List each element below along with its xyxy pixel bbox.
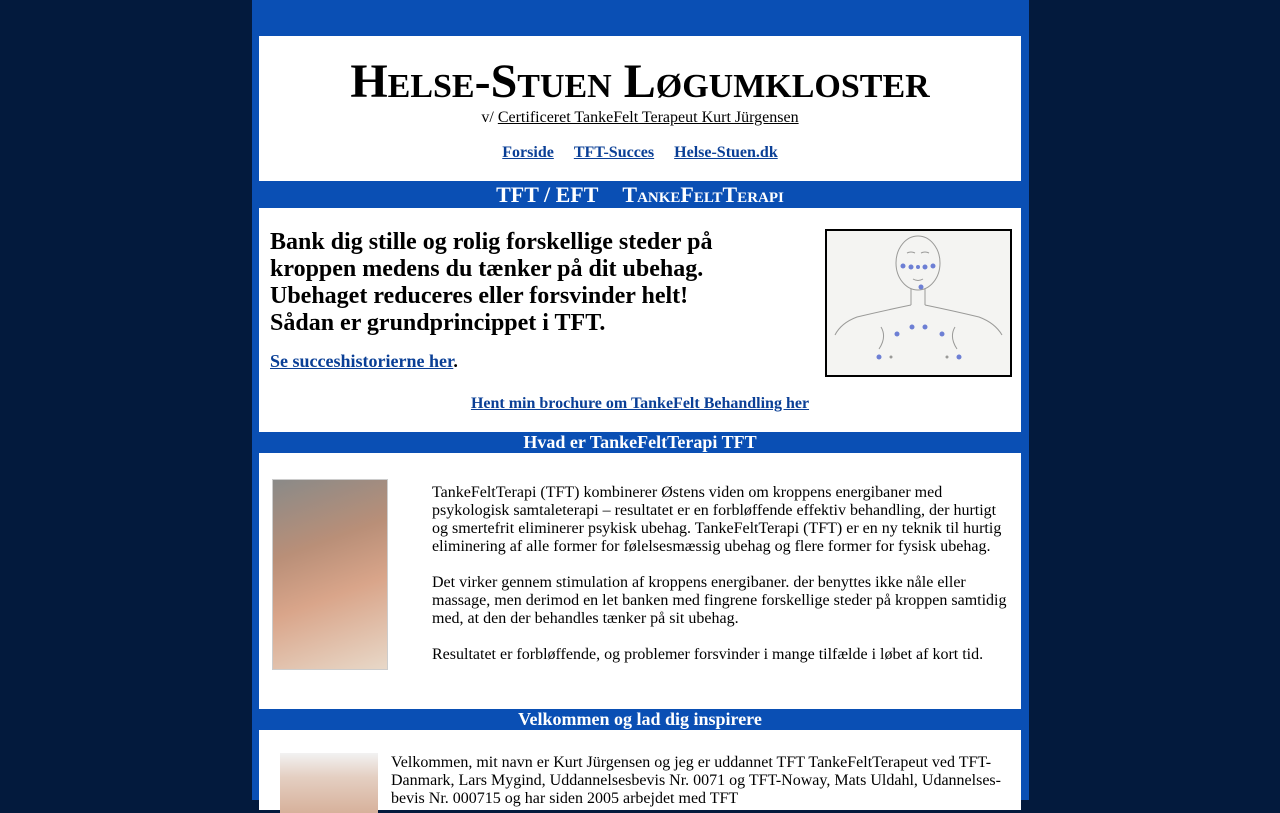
band-left-text: TFT / EFT (496, 182, 599, 207)
therapist-link[interactable]: Certificeret TankeFelt Terapeut Kurt Jürgensen (497, 109, 799, 126)
band-right-text: TankeFeltTerapi (622, 182, 784, 207)
intro-line: Ubehaget reduceres eller forsvinder helt! (270, 283, 689, 309)
subtitle-prefix: v/ (481, 109, 494, 126)
about-paragraph: Det virker gennem stimulation af kroppens energibaner. der benyttes ikke nåle eller massage, men derimod en let banken med fingrene forskellige steder på kroppen samtidig med, at den der behandles tænker på sit ubehag. (432, 574, 1007, 627)
band-title: Hvad er TankeFeltTerapi TFT (523, 432, 757, 452)
section-band-welcome (259, 709, 1021, 730)
band-title: Velkommen og lad dig inspirere (518, 709, 762, 729)
welcome-text: Velkommen, mit navn er Kurt Jürgensen og jeg er uddannet TFT TankeFeltTerapeut ved TFT-Danmark, Lars Mygind, Uddannelsesbevis Nr. 0071 og TFT-Noway, Mats Uldahl, Udannelses-bevis Nr. 000715 og har siden 2005 arbejdet med TFT (391, 754, 1001, 807)
main-nav (259, 144, 1021, 162)
intro-line: kroppen medens du tænker på dit ubehag. (270, 256, 704, 282)
nav-helse-stuen[interactable]: Helse-Stuen.dk (674, 144, 778, 161)
intro-line: Sådan er grundprincippet i TFT. (270, 310, 606, 336)
site-title: Helse-Stuen Løgumkloster (350, 55, 930, 108)
portrait-photo (280, 753, 378, 813)
intro-section (259, 208, 1021, 432)
about-text (432, 484, 1012, 682)
intro-line: Bank dig stille og rolig forskellige steder på (270, 229, 713, 255)
section-band-what-is-tft (259, 432, 1021, 453)
section-band-tft (259, 181, 1021, 208)
about-section (259, 453, 1021, 709)
about-paragraph: TankeFeltTerapi (TFT) kombinerer Østens viden om kroppens energibaner med psykologisk samtaleterapi – resultatet er en forbløffende effektiv behandling, der hurtigt og smertefrit eliminerer psykisk ubehag. TankeFeltTerapi (TFT) er en ny teknik til hurtig eliminering af alle former for følelsesmæssig ubehag og flere former for fysisk ubehag. (432, 484, 1002, 555)
tapping-points-diagram (825, 229, 1012, 377)
nav-forside[interactable]: Forside (502, 144, 554, 161)
brochure-line (259, 395, 1021, 413)
therapist-photo (272, 479, 388, 670)
story-line (270, 351, 458, 372)
page-container (252, 0, 1029, 807)
success-stories-link[interactable]: Se succeshistorierne her (270, 351, 454, 371)
story-suffix: . (453, 351, 458, 371)
about-paragraph: Resultatet er forbløffende, og problemer forsvinder i mange tilfælde i løbet af kort tid. (432, 646, 984, 663)
site-header (259, 36, 1021, 181)
brochure-link[interactable]: Hent min brochure om TankeFelt Behandling her (470, 395, 810, 412)
nav-tft-succes[interactable]: TFT-Succes (573, 144, 655, 161)
welcome-section (259, 730, 1021, 810)
intro-heading (270, 229, 740, 337)
subtitle (259, 108, 1021, 128)
